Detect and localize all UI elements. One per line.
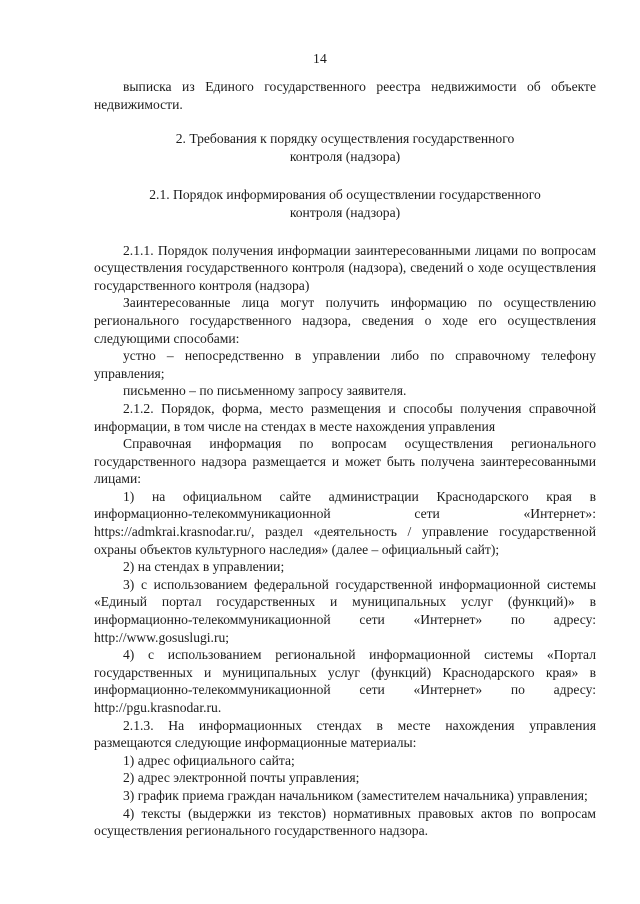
paragraph-2-1-1: 2.1.1. Порядок получения информации заинтересованными лицами по вопросам осуществления государственного контроля (надзора), сведений о ходе осуществления государственного контроля (надзора) [94, 242, 596, 293]
page-number: 14 [313, 51, 327, 66]
heading-section-2 [94, 130, 596, 165]
list-item-stands: 2) на стендах в управлении; [123, 559, 285, 575]
heading-section-2-line-1: 2. Требования к порядку осуществления государственного [175, 131, 515, 147]
paragraph-extract-registry: выписка из Единого государственного реестра недвижимости об объекте недвижимости. [94, 79, 596, 112]
paragraph-2-1-2: 2.1.2. Порядок, форма, место размещения и способы получения справочной информации, в том числе на стендах в месте нахождения управления [94, 400, 596, 434]
list-item-reception-schedule: 3) график приема граждан начальником (заместителем начальника) управления; [123, 787, 588, 803]
heading-section-2-1-line-1: 2.1. Порядок информирования об осуществлении государственного [149, 187, 541, 203]
heading-section-2-1-line-2: контроля (надзора) [289, 204, 401, 220]
list-item-regional-portal: 4) с использованием региональной информационной системы «Портал государственных и муниципальных услуг (функций) Краснодарского края» в информационно-телекоммуникационной сети «Интернет» по адресу: http://pgu.krasnodar.ru. [94, 647, 596, 715]
heading-section-2-line-2: контроля (надзора) [289, 148, 401, 164]
list-item-official-site: 1) на официальном сайте администрации Краснодарского края в информационно-телекоммуникационной сети «Интернет»: https://admkrai.krasnodar.ru/, раздел «деятельность / управление государственной охраны объектов культурного наследия» (далее – официальный сайт); [94, 488, 596, 557]
paragraph-reference-info: Справочная информация по вопросам осуществления регионального государственного надзора размещается и может быть получена заинтересованными лицами: [94, 436, 596, 487]
heading-section-2-1 [94, 186, 596, 221]
list-item-site-address: 1) адрес официального сайта; [123, 752, 295, 768]
paragraph-oral: устно – непосредственно в управлении либо по справочному телефону управления; [94, 348, 596, 381]
list-item-email: 2) адрес электронной почты управления; [123, 770, 360, 786]
document-body [94, 78, 596, 840]
list-item-gosuslugi: 3) с использованием федеральной государственной информационной системы «Единый портал государственных и муниципальных услуг (функций)» в информационно-телекоммуникационной сети «Интернет» по адресу: http://www.gosuslugi.ru; [94, 576, 596, 645]
paragraph-2-1-3: 2.1.3. На информационных стендах в месте нахождения управления размещаются следующие информационные материалы: [94, 717, 596, 751]
paragraph-interested-persons: Заинтересованные лица могут получить информацию по осуществлению регионального государственного надзора, сведения о ходе его осуществления следующими способами: [94, 295, 596, 346]
paragraph-written: письменно – по письменному запросу заявителя. [123, 383, 407, 399]
list-item-legal-acts: 4) тексты (выдержки из текстов) нормативных правовых актов по вопросам осуществления регионального государственного надзора. [94, 805, 596, 839]
